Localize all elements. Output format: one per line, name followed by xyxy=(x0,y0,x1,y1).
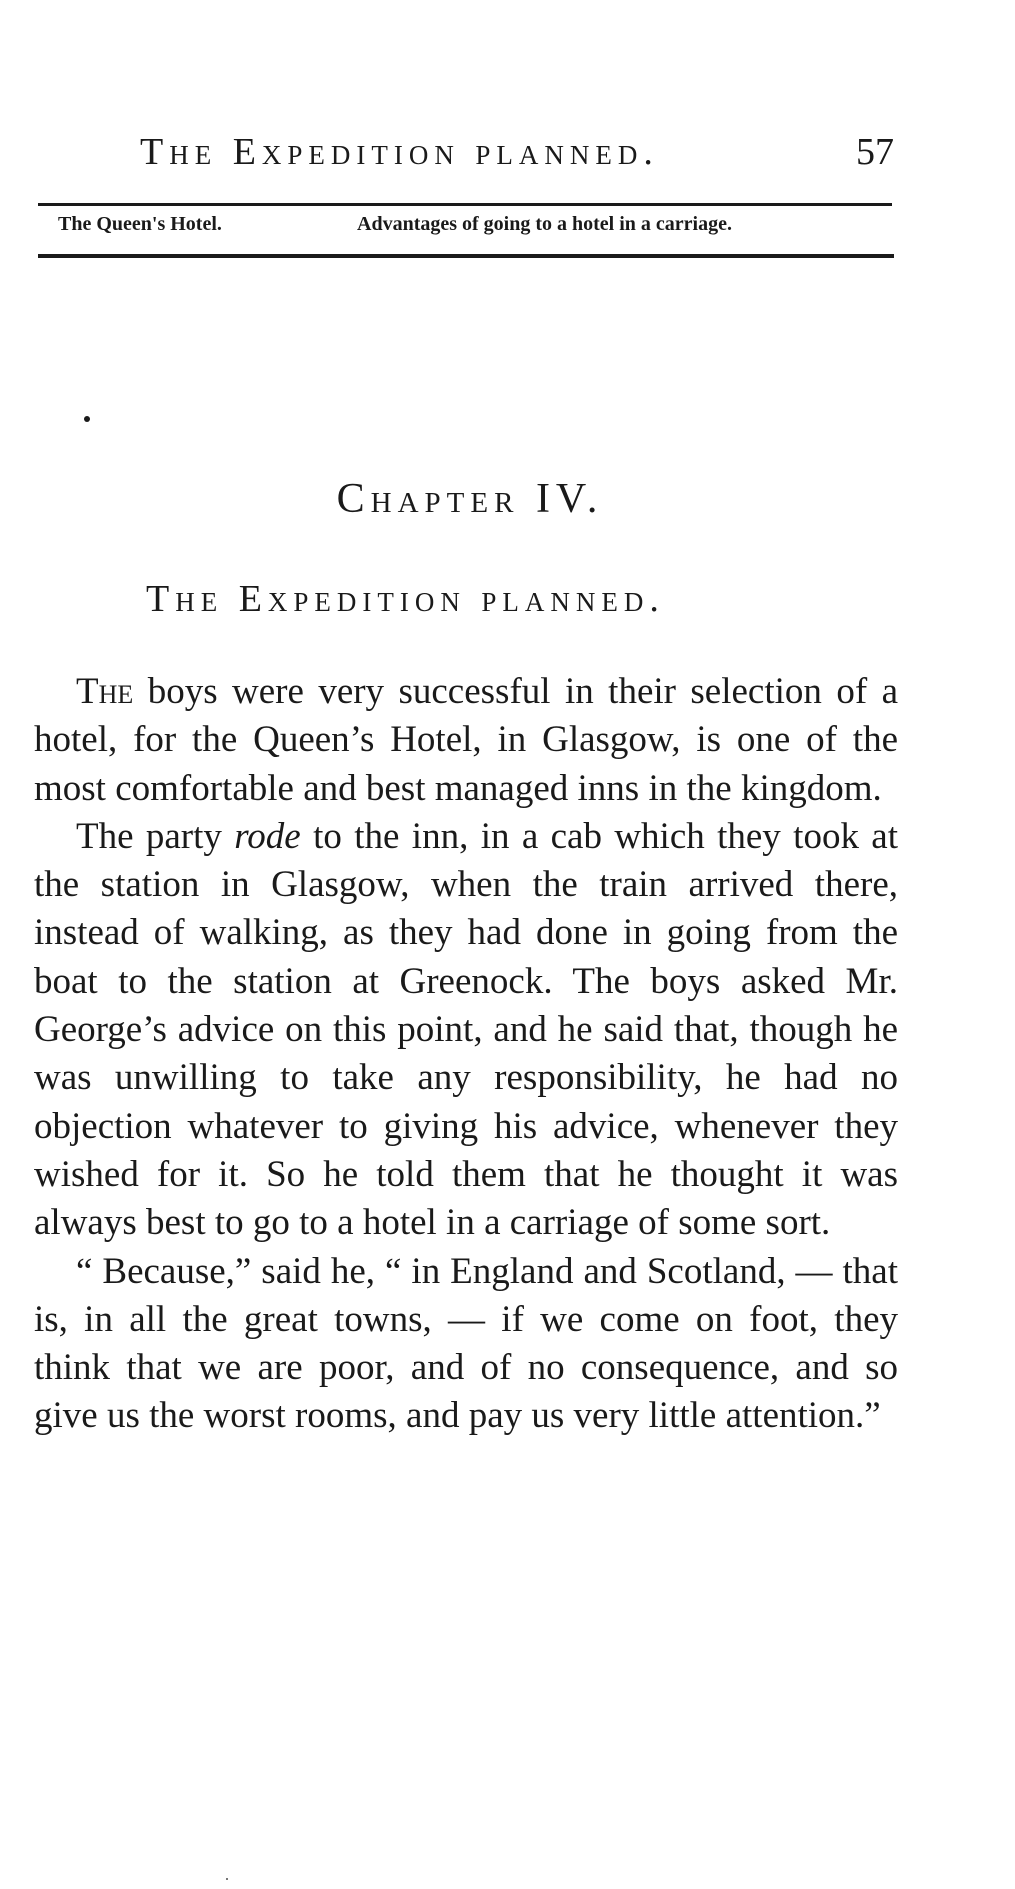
paragraph-lead-word: The xyxy=(76,671,134,712)
chapter-title: The Expedition planned. xyxy=(146,578,665,620)
paragraph-3 xyxy=(34,1248,898,1441)
paragraph-3-text: “ Because,” said he, “ in England and Scotland, — that is, in all the great towns, — if we come on foot, they think that we are poor, and of no consequence, and so give us the worst rooms, and pay us very little attention.” xyxy=(34,1250,898,1437)
paragraph-1-text: boys were very successful in their selection of a hotel, for the Queen’s Hotel, in Glasgow, is one of the most comfortable and best managed inns in the kingdom. xyxy=(34,671,898,809)
header-rule-top xyxy=(38,203,892,206)
running-head-title: The Expedition planned. xyxy=(140,131,659,173)
header-note-right: Advantages of going to a hotel in a carriage. xyxy=(357,213,732,235)
page-number: 57 xyxy=(856,131,894,173)
ink-speck-bottom xyxy=(226,1878,228,1880)
header-note-left: The Queen's Hotel. xyxy=(58,213,222,235)
paragraph-1 xyxy=(34,668,898,813)
paragraph-2-before: The party xyxy=(76,815,235,857)
chapter-heading: Chapter IV. xyxy=(336,476,604,522)
paragraph-2-emphasis: rode xyxy=(234,815,301,857)
paragraph-2-after: to the inn, in a cab which they took at the station in Glasgow, when the train arrived there, instead of walking, as they had done in going from the boat to the station at Greenock. The boys asked Mr. George’s advice on this point, and he said that, though he was unwilling to take any responsibility, he had no objection whatever to giving his advice, whenever they wished for it. So he told them that he thought it was always best to go to a hotel in a carriage of some sort. xyxy=(34,815,899,1244)
body-text xyxy=(34,668,898,1441)
ink-speck xyxy=(84,416,90,422)
paragraph-2 xyxy=(34,813,898,1248)
header-rule-bottom xyxy=(38,254,894,258)
